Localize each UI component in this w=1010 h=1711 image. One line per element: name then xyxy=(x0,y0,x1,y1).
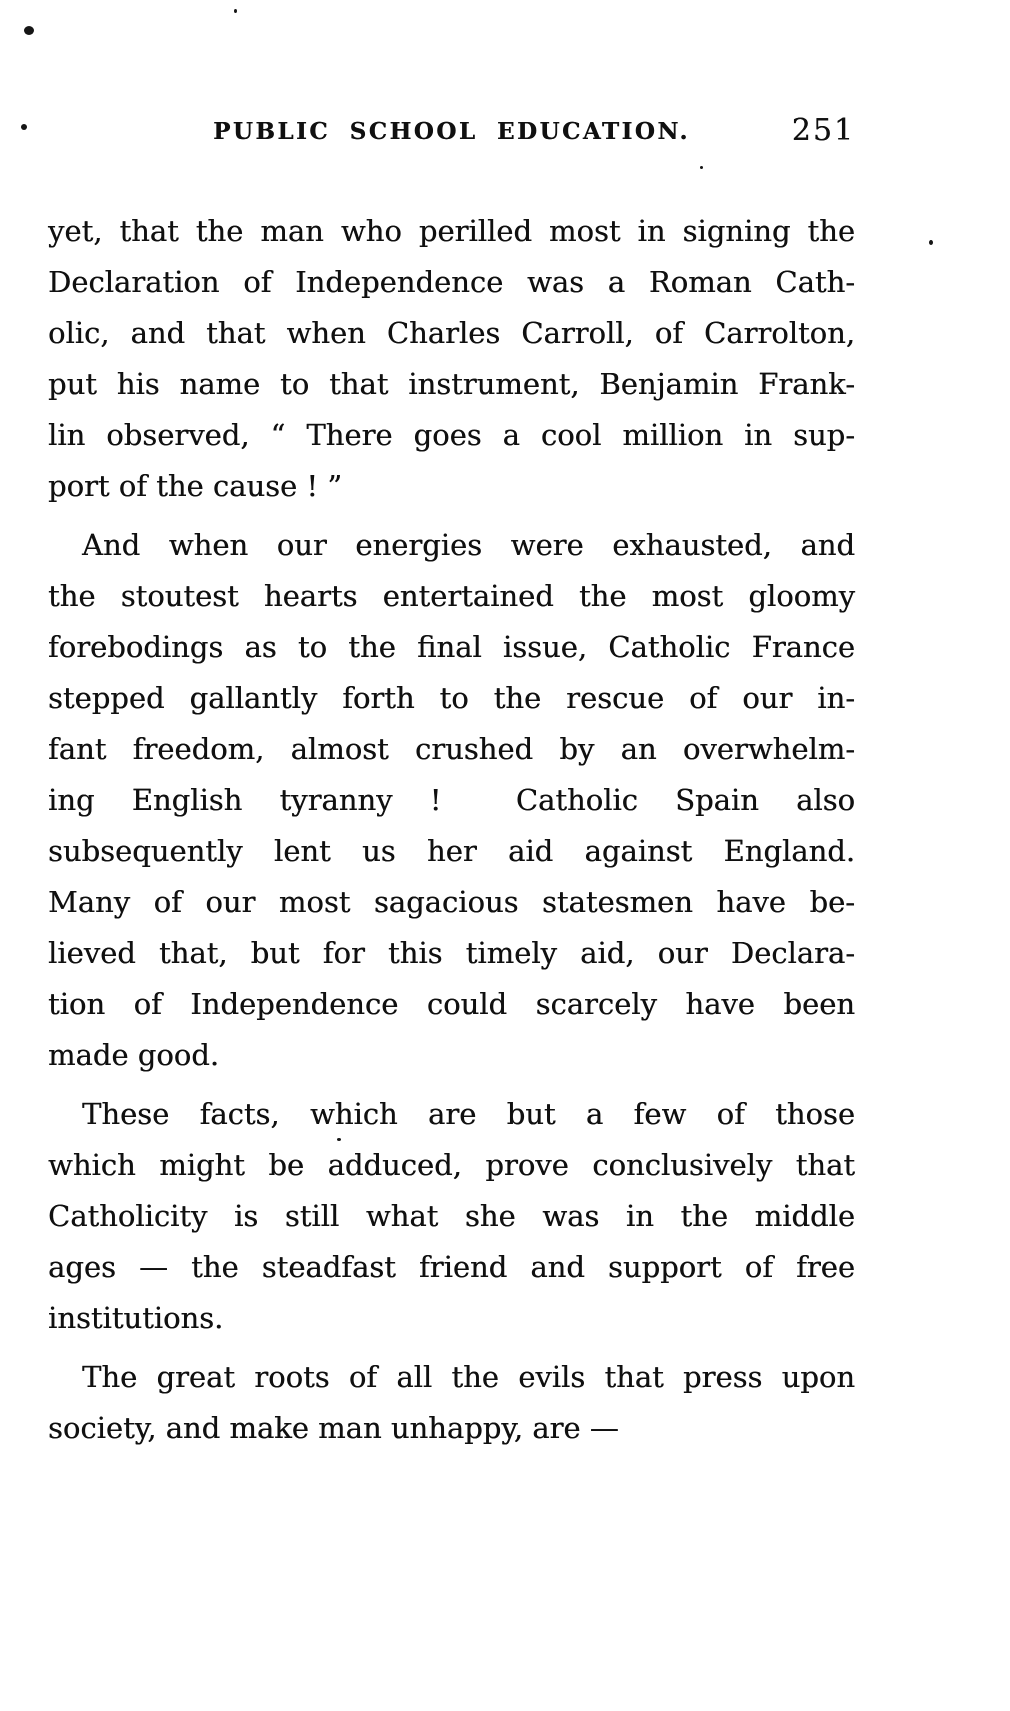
text-line: And when our energies were exhausted, and xyxy=(82,528,855,562)
page-number: 251 xyxy=(791,113,855,148)
text-line: lieved that, but for this timely aid, our Declara- xyxy=(48,936,855,970)
text-line: the stoutest hearts entertained the most gloomy xyxy=(48,579,855,613)
ink-speck xyxy=(21,124,27,130)
text-line: fant freedom, almost crushed by an overwhelm- xyxy=(48,732,855,766)
text-line: yet, that the man who perilled most in signing the xyxy=(48,214,855,248)
ink-speck xyxy=(234,9,237,13)
text-line: tion of Independence could scarcely have been xyxy=(48,987,855,1021)
ink-speck xyxy=(337,1138,341,1141)
text-line: Declaration of Independence was a Roman Cath- xyxy=(48,265,855,299)
text-line: forebodings as to the final issue, Catholic France xyxy=(48,630,855,664)
text-line: ages — the steadfast friend and support of free xyxy=(48,1250,855,1284)
text-line: Catholicity is still what she was in the middle xyxy=(48,1199,855,1233)
text-line: These facts, which are but a few of those xyxy=(82,1097,855,1131)
text-line: The great roots of all the evils that press upon xyxy=(82,1360,855,1394)
paragraph xyxy=(48,1352,855,1454)
text-line: subsequently lent us her aid against England. xyxy=(48,834,855,868)
ink-speck xyxy=(929,240,933,245)
text-line: ing English tyranny ! Catholic Spain also xyxy=(48,783,855,817)
text-line: port of the cause ! ” xyxy=(48,469,343,503)
text-line: Many of our most sagacious statesmen have be- xyxy=(48,885,855,919)
text-line: made good. xyxy=(48,1038,219,1072)
text-line: stepped gallantly forth to the rescue of our in- xyxy=(48,681,855,715)
page-text xyxy=(48,206,855,1454)
text-line: olic, and that when Charles Carroll, of Carrolton, xyxy=(48,316,855,350)
running-header xyxy=(48,113,855,148)
text-line: which might be adduced, prove conclusively that xyxy=(48,1148,855,1182)
ink-speck xyxy=(700,166,703,169)
text-line: society, and make man unhappy, are — xyxy=(48,1411,619,1445)
text-line: lin observed, “ There goes a cool million in sup- xyxy=(48,418,855,452)
paragraph xyxy=(48,206,855,512)
text-line: put his name to that instrument, Benjamin Frank- xyxy=(48,367,855,401)
paragraph xyxy=(48,1089,855,1344)
ink-speck xyxy=(24,26,34,35)
text-line: institutions. xyxy=(48,1301,224,1335)
paragraph xyxy=(48,520,855,1081)
page-header-title: PUBLIC SCHOOL EDUCATION. xyxy=(213,118,690,145)
